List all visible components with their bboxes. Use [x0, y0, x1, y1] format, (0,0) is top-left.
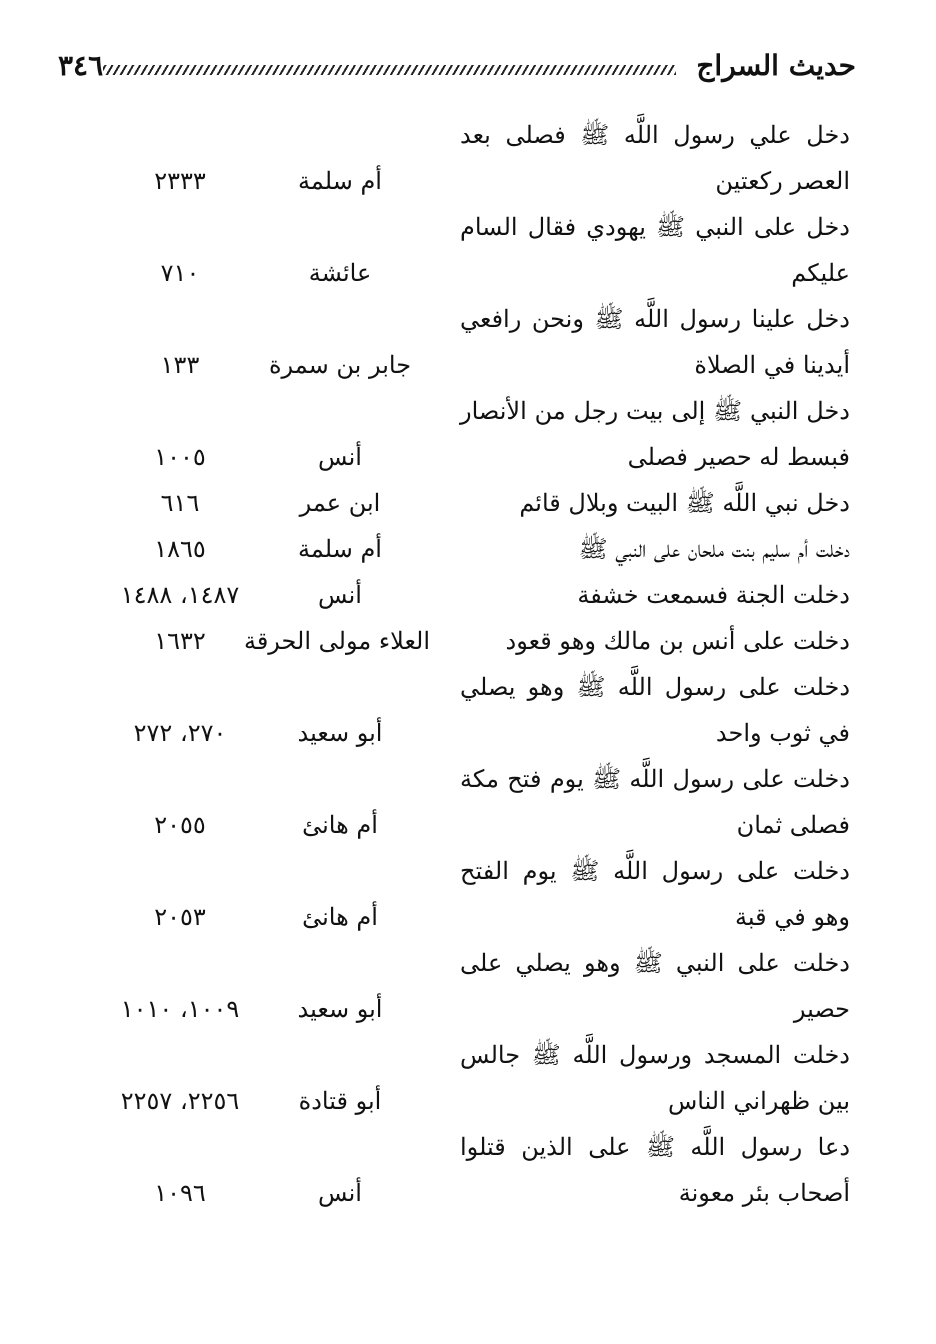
- narrator: أم هانئ: [302, 903, 378, 931]
- hadith-incipit: دخل علينا رسول اللَّه ﷺ ونحن رافعي أيدينا في الصلاة: [460, 305, 850, 379]
- hadith-numbers: ١٣٣: [160, 351, 200, 379]
- index-entry: [100, 526, 850, 572]
- narrator: أبو قتادة: [298, 1087, 382, 1115]
- narrator: أنس: [318, 581, 362, 609]
- narrator: أنس: [318, 443, 362, 471]
- hadith-incipit: دخلت على النبي ﷺ وهو يصلي على حصير: [460, 949, 850, 1023]
- index-entry: [100, 572, 850, 618]
- index-entry: [100, 664, 850, 756]
- narrator: أم هانئ: [302, 811, 378, 839]
- hadith-numbers: ١٠٠٥: [154, 443, 206, 471]
- hadith-numbers: ٢٢٥٦، ٢٢٥٧: [120, 1087, 240, 1115]
- index-entry: [100, 296, 850, 388]
- narrator: العلاء مولى الحرقة: [243, 627, 430, 655]
- hadith-incipit: دعا رسول اللَّه ﷺ على الذين قتلوا أصحاب بئر معونة: [460, 1133, 850, 1207]
- hadith-numbers: ١٦٣٢: [154, 627, 206, 655]
- index-entry: [100, 848, 850, 940]
- header-rule: [103, 65, 676, 75]
- hadith-incipit: دخل على النبي ﷺ يهودي فقال السام عليكم: [460, 213, 850, 287]
- book-title: حديث السراج: [696, 48, 856, 82]
- index-entry: [100, 480, 850, 526]
- hadith-incipit: دخل علي رسول اللَّه ﷺ فصلى بعد العصر ركعتين: [460, 121, 850, 195]
- hadith-numbers: ١٠٩٦: [154, 1179, 206, 1207]
- hadith-index: [100, 112, 850, 1216]
- index-entry: [100, 618, 850, 664]
- index-entry: [100, 112, 850, 204]
- narrator: ابن عمر: [299, 489, 381, 517]
- index-entry: [100, 940, 850, 1032]
- narrator: جابر بن سمرة: [268, 351, 412, 379]
- hadith-incipit: دخلت أم سليم بنت ملحان على النبي ﷺ: [578, 535, 850, 563]
- narrator: أبو سعيد: [297, 719, 383, 747]
- narrator: أبو سعيد: [297, 995, 383, 1023]
- index-entry: [100, 756, 850, 848]
- page-header: [40, 40, 856, 90]
- index-entry: [100, 1124, 850, 1216]
- narrator: أنس: [318, 1179, 362, 1207]
- hadith-incipit: دخل النبي ﷺ إلى بيت رجل من الأنصار فبسط له حصير فصلى: [460, 397, 850, 471]
- hadith-incipit: دخل نبي اللَّه ﷺ البيت وبلال قائم: [519, 489, 850, 517]
- hadith-numbers: ٢٠٥٣: [154, 903, 206, 931]
- narrator: أم سلمة: [298, 167, 382, 195]
- index-entry: [100, 204, 850, 296]
- hadith-incipit: دخلت على رسول اللَّه ﷺ وهو يصلي في ثوب واحد: [460, 673, 850, 747]
- hadith-incipit: دخلت على رسول اللَّه ﷺ يوم فتح مكة فصلى ثمان: [460, 765, 850, 839]
- hadith-incipit: دخلت الجنة فسمعت خشفة: [577, 581, 850, 609]
- hadith-numbers: ١٠٠٩، ١٠١٠: [120, 995, 240, 1023]
- index-entry: [100, 388, 850, 480]
- hadith-incipit: دخلت على رسول اللَّه ﷺ يوم الفتح وهو في قبة: [460, 857, 850, 931]
- hadith-numbers: ٢٠٥٥: [154, 811, 206, 839]
- page-number: ٣٤٦: [58, 48, 104, 82]
- hadith-numbers: ٢٣٣٣: [154, 167, 206, 195]
- hadith-numbers: ١٤٨٧، ١٤٨٨: [120, 581, 240, 609]
- hadith-incipit: دخلت على أنس بن مالك وهو قعود: [505, 627, 850, 655]
- hadith-incipit: دخلت المسجد ورسول اللَّه ﷺ جالس بين ظهراني الناس: [460, 1041, 850, 1115]
- hadith-numbers: ١٨٦٥: [154, 535, 206, 563]
- narrator: أم سلمة: [298, 535, 382, 563]
- hadith-numbers: ٧١٠: [160, 259, 200, 287]
- narrator: عائشة: [308, 259, 372, 287]
- hadith-numbers: ٦١٦: [160, 489, 200, 517]
- hadith-numbers: ٢٧٠، ٢٧٢: [133, 719, 227, 747]
- index-entry: [100, 1032, 850, 1124]
